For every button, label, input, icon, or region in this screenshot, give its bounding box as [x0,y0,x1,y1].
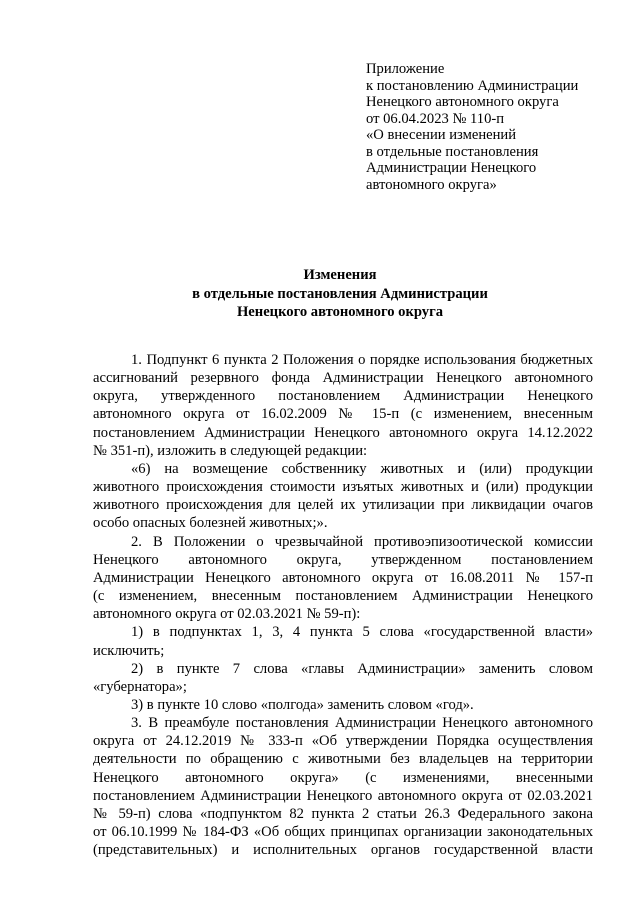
body-line: животного происхождения стоимости изъятых животных и (или) продукции [93,479,593,496]
body-line: 1. Подпункт 6 пункта 2 Положения о порядке использования бюджетных [131,352,593,368]
body-line: 2) в пункте 7 слова «главы Администрации» заменить словом [131,660,593,677]
appendix-line: от 06.04.2023 № 110-п [366,110,505,127]
body-line: постановлением Администрации Ненецкого автономного округа 14.12.2022 [93,424,593,441]
appendix-line: в отдельные постановления [366,143,539,160]
title-line: Изменения [303,267,377,283]
title-line: в отдельные постановления Администрации [192,285,488,302]
body-line: (представительных) и исполнительных органов государственной власти [93,842,593,859]
body-line: № 59-п) слова «подпунктом 82 пункта 2 статьи 26.3 Федерального закона [93,805,593,822]
appendix-header [366,61,616,193]
body-line: автономного округа от 16.02.2009 № 15-п (с изменением, внесенным [93,406,593,423]
body-line: 1) в подпунктах 1, 3, 4 пункта 5 слова «государственной власти» [131,624,593,641]
body-line: Ненецкого автономного округа» (с изменениями, внесенными [93,769,593,786]
body-line: особо опасных болезней животных;». [93,515,328,532]
appendix-line: Ненецкого автономного округа [366,94,559,110]
body-line: деятельности по обращению с животными без владельцев на территории [93,751,593,768]
body-line: округа от 24.12.2019 № 333-п «Об утверждении Порядка осуществления [93,733,593,750]
body-line: округа, утвержденного постановлением Администрации Ненецкого [93,388,593,405]
body-line: (с изменением, внесенным постановлением Администрации Ненецкого [93,588,593,605]
appendix-line: автономного округа» [366,176,497,193]
body-line: «губернатора»; [93,678,187,695]
body-line: исключить; [93,642,165,659]
body-line: 3. В преамбуле постановления Администрации Ненецкого автономного [131,715,593,732]
appendix-line: к постановлению Администрации [366,77,579,94]
title-line: Ненецкого автономного округа [236,304,444,320]
appendix-line: Администрации Ненецкого [366,160,537,176]
body-line: постановлением Администрации Ненецкого автономного округа от 02.03.2021 [93,787,593,804]
body-line: «6) на возмещение собственнику животных и (или) продукции [131,460,593,477]
body-line: № 351-п), изложить в следующей редакции: [93,442,368,459]
body-line: Администрации Ненецкого автономного округа от 16.08.2011 № 157-п [93,569,593,586]
document-body [93,351,593,859]
body-line: автономного округа от 02.03.2021 № 59-п): [93,606,361,623]
body-line: 3) в пункте 10 слово «полгода» заменить словом «год». [131,696,474,713]
document-title [60,266,620,322]
appendix-line: Приложение [366,61,445,77]
body-line: ассигнований резервного фонда Администрации Ненецкого автономного [93,370,593,387]
body-line: от 06.10.1999 № 184-ФЗ «Об общих принципах организации законодательных [93,824,593,841]
appendix-line: «О внесении изменений [366,127,517,143]
body-line: Ненецкого автономного округа, утвержденном постановлением [93,551,593,568]
body-line: 2. В Положении о чрезвычайной противоэпизоотической комиссии [131,533,593,550]
body-line: животного происхождения для целей их утилизации при ликвидации очагов [93,497,593,514]
